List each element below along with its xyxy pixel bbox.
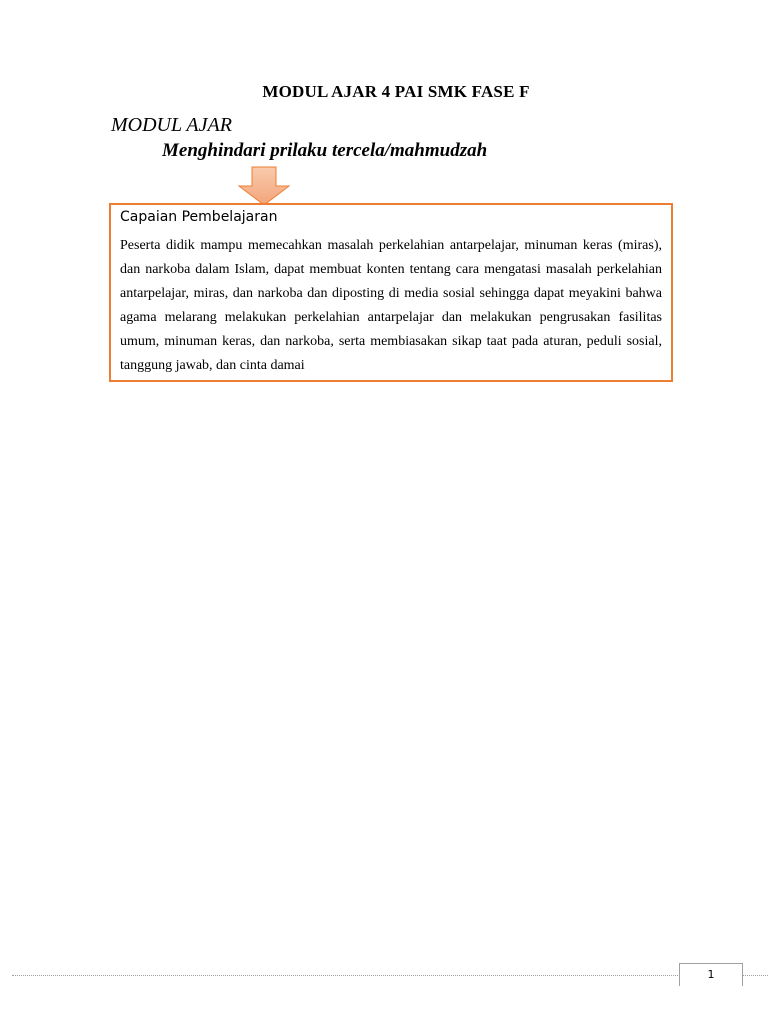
topic-title: Menghindari prilaku tercela/mahmudzah [162,140,488,161]
capaian-heading: Capaian Pembelajaran [120,209,278,225]
footer-divider [12,975,768,976]
page-number-box [679,963,743,986]
capaian-text: Peserta didik mampu memecahkan masalah perkelahian antarpelajar, minuman keras (miras), dan narkoba dalam Islam, dapat membuat konten tentang cara mengatasi masalah perkelahian antarpelajar, miras, dan narkoba dan diposting di media sosial sehingga dapat meyakini bahwa agama melarang melakukan perkelahian antarpelajar dan melakukan pengrusakan fasilitas umum, minuman keras, dan narkoba, serta membiasakan sikap taat pada aturan, peduli sosial, tanggung jawab, dan cinta damai [120,238,662,373]
capaian-pembelajaran-box [109,203,673,382]
down-arrow-icon [237,166,291,206]
modul-label: MODUL AJAR [111,114,232,136]
page-number: 1 [707,968,715,981]
document-title: MODUL AJAR 4 PAI SMK FASE F [262,82,530,101]
